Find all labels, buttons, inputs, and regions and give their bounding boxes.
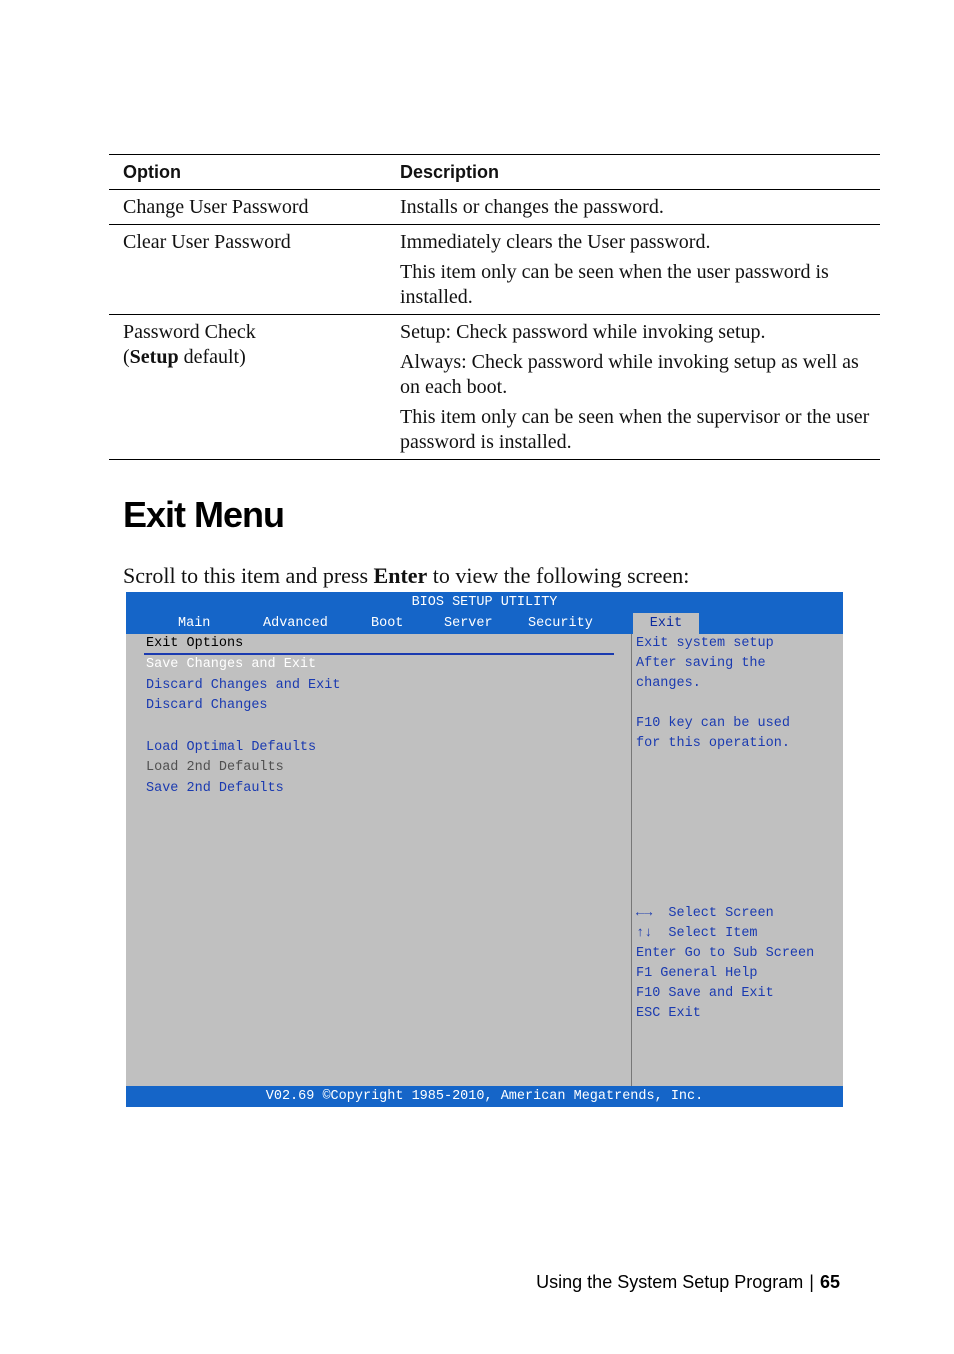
tab-server[interactable]: Server (444, 616, 493, 631)
key-legend (636, 904, 814, 1024)
description-cell (400, 190, 880, 225)
enter-key-name: Enter (373, 563, 428, 588)
exit-options-heading: Exit Options (146, 636, 244, 651)
footer-chapter-title: Using the System Setup Program (536, 1272, 804, 1292)
tab-security[interactable]: Security (528, 616, 593, 631)
help-line: F10 key can be used (636, 716, 790, 731)
section-title: Exit Menu (123, 494, 285, 535)
help-line (636, 694, 790, 714)
intro-text-start: Scroll to this item and press (123, 563, 374, 588)
key-help-line: ←→ Select Screen (636, 906, 774, 921)
bios-copyright-footer: V02.69 ©Copyright 1985-2010, American Megatrends, Inc. (126, 1086, 843, 1107)
description-cell (400, 315, 880, 460)
discard-changes-and-exit-item[interactable]: Discard Changes and Exit (146, 678, 341, 693)
description-paragraph: Setup: Check password while invoking setup. (400, 321, 766, 343)
key-help-line: Enter Go to Sub Screen (636, 946, 815, 961)
description-paragraph: This item only can be seen when the user password is installed. (400, 261, 829, 308)
help-line: changes. (636, 676, 701, 691)
intro-text-end: to view the following screen: (427, 563, 690, 588)
page-footer (536, 1272, 840, 1293)
load-optimal-defaults-item[interactable]: Load Optimal Defaults (146, 740, 317, 755)
table-header-row (109, 155, 880, 190)
save-changes-and-exit-item[interactable]: Save Changes and Exit (146, 657, 317, 672)
option-default-suffix: default) (178, 346, 246, 368)
tab-advanced[interactable]: Advanced (263, 616, 328, 631)
options-table (109, 154, 880, 460)
table-row (109, 190, 880, 225)
key-help-line: ↑↓ Select Item (636, 926, 758, 941)
table-row (109, 225, 880, 315)
intro-text (123, 563, 689, 589)
option-default-value: Setup (129, 346, 179, 368)
tab-main[interactable]: Main (178, 616, 211, 631)
description-paragraph: Always: Check password while invoking setup as well as on each boot. (400, 351, 859, 398)
key-help-line: F1 General Help (636, 966, 758, 981)
description-paragraph: Immediately clears the User password. (400, 231, 711, 253)
tab-boot[interactable]: Boot (371, 616, 404, 631)
table-row (109, 315, 880, 460)
footer-separator: | (809, 1272, 814, 1292)
option-name: Password Check (123, 321, 256, 343)
page-number: 65 (819, 1272, 840, 1292)
description-paragraph: Installs or changes the password. (400, 196, 664, 218)
key-help-line: ESC Exit (636, 1006, 701, 1021)
description-column-header: Description (400, 162, 500, 182)
discard-changes-item[interactable]: Discard Changes (146, 698, 268, 713)
option-cell: Password Check (Setup default) (123, 321, 256, 368)
tab-exit[interactable]: Exit (633, 613, 699, 634)
description-cell (400, 225, 880, 315)
bios-screenshot (126, 592, 843, 1107)
bios-title: BIOS SETUP UTILITY (126, 592, 843, 613)
save-2nd-defaults-item[interactable]: Save 2nd Defaults (146, 781, 284, 796)
description-paragraph: This item only can be seen when the supervisor or the user password is installed. (400, 406, 870, 453)
bios-tab-bar (126, 613, 843, 634)
load-2nd-defaults-item: Load 2nd Defaults (146, 760, 284, 775)
help-line: After saving the (636, 656, 766, 671)
key-help-line: F10 Save and Exit (636, 986, 774, 1001)
help-panel (636, 634, 790, 754)
help-line: for this operation. (636, 736, 790, 751)
bios-main-panel (126, 634, 843, 1086)
panel-divider (631, 634, 632, 1086)
option-cell: Change User Password (123, 196, 309, 218)
option-column-header: Option (123, 162, 181, 182)
option-cell: Clear User Password (123, 231, 291, 253)
help-line: Exit system setup (636, 636, 774, 651)
